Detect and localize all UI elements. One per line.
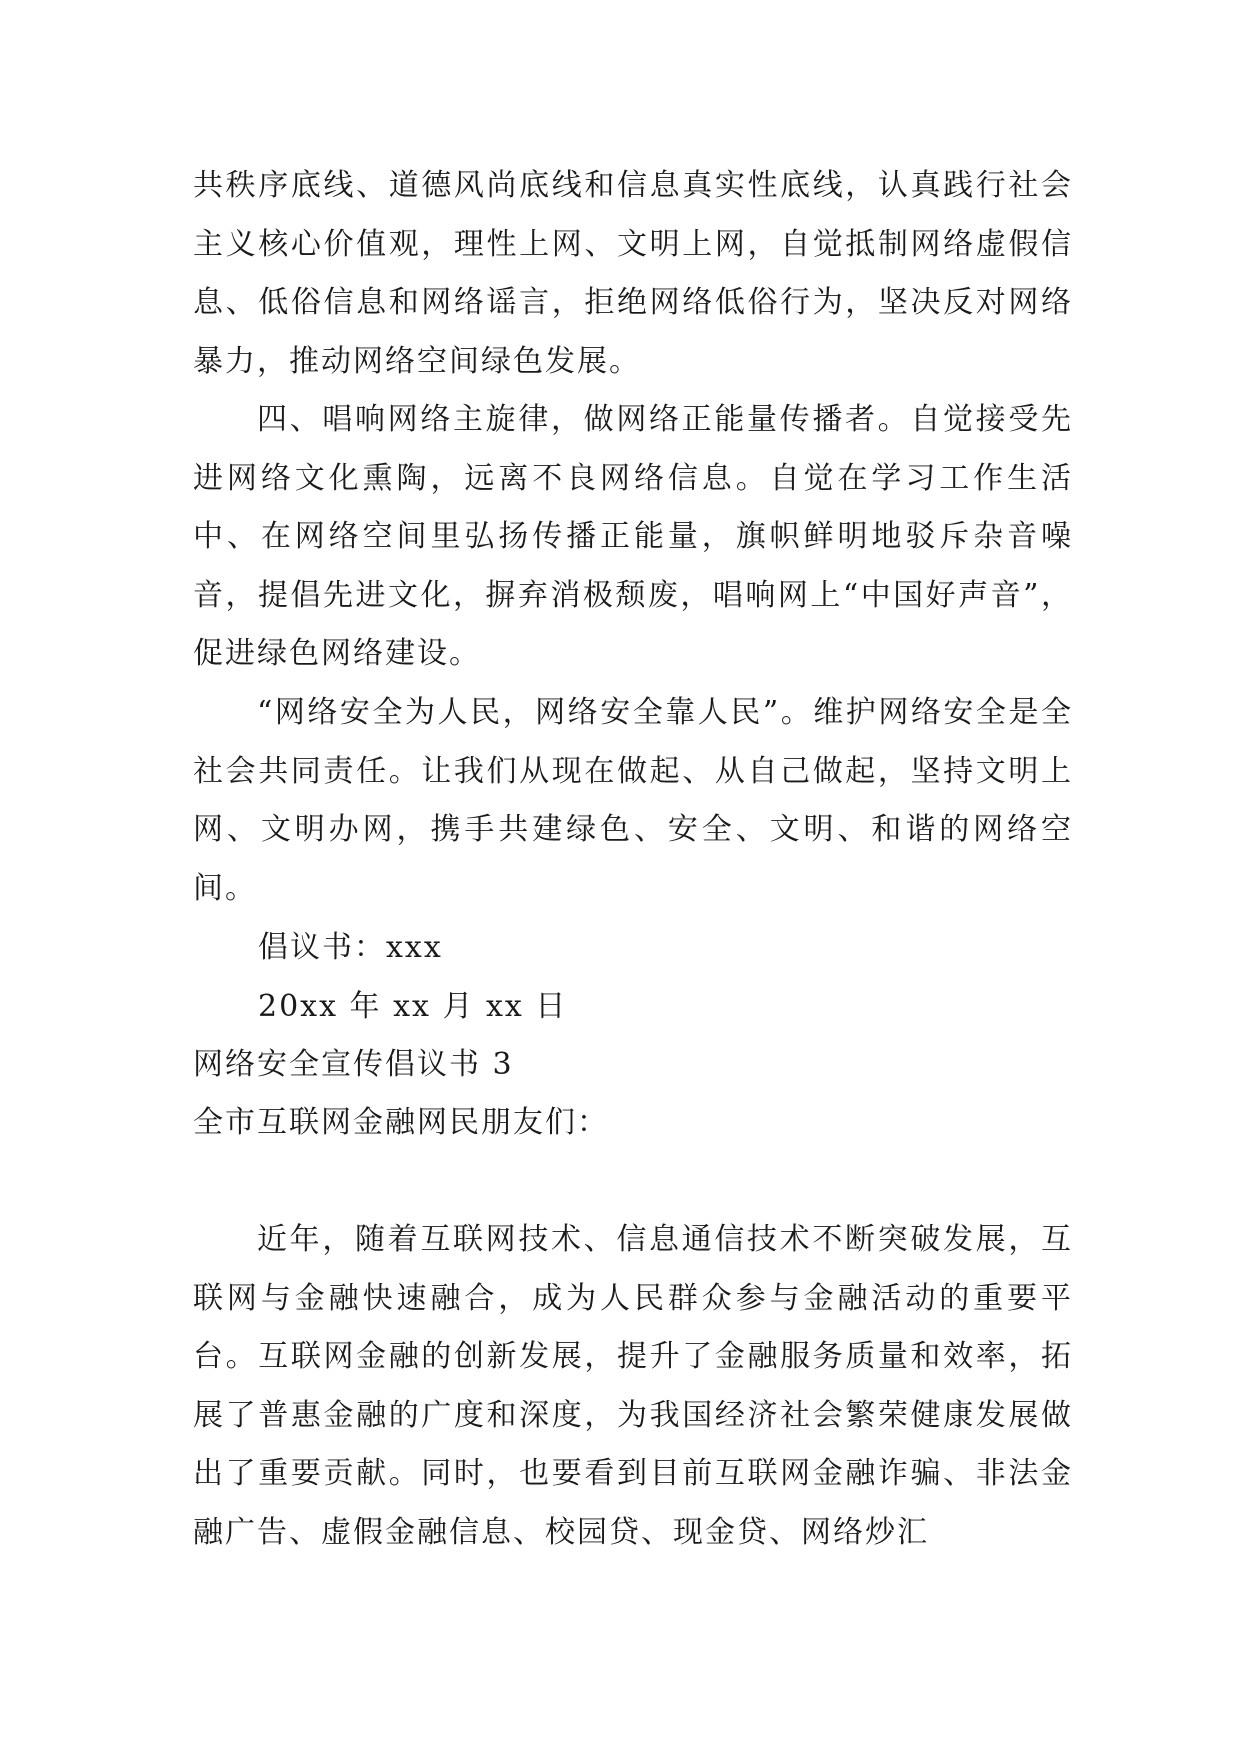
paragraph-text: 共秩序底线、道德风尚底线和信息真实性底线，认真践行社会主义核心价值观，理性上网、文明上网，自觉抵制网络虚假信息、低俗信息和网络谣言，拒绝网络低俗行为，坚决反对网络暴力，推动网络空间绿色发展。	[193, 168, 1073, 379]
paragraph-text: “网络安全为人民，网络安全靠人民”。维护网络安全是全社会共同责任。让我们从现在做起、从自己做起，坚持文明上网、文明办网，携手共建绿色、安全、文明、和谐的网络空间。	[193, 695, 1073, 906]
salutation: 全市互联网金融网民朋友们：	[193, 1105, 609, 1140]
section-title: 网络安全宣传倡议书 3	[193, 1047, 514, 1082]
signer-line: 倡议书：xxx	[258, 930, 443, 965]
paragraph-text: 近年，随着互联网技术、信息通信技术不断突破发展，互联网与金融快速融合，成为人民群众参与金融活动的重要平台。互联网金融的创新发展，提升了金融服务质量和效率，拓展了普惠金融的广度和深度，为我国经济社会繁荣健康发展做出了重要贡献。同时，也要看到目前互联网金融诈骗、非法金融广告、虚假金融信息、校园贷、现金贷、网络炒汇	[193, 1222, 1073, 1550]
paragraph-text: 四、唱响网络主旋律，做网络正能量传播者。自觉接受先进网络文化熏陶，远离不良网络信息。自觉在学习工作生活中、在网络空间里弘扬传播正能量，旗帜鲜明地驳斥杂音噪音，提倡先进文化，摒弃消极颓废，唱响网上“中国好声音”，促进绿色网络建设。	[193, 402, 1073, 671]
date-line: 20xx 年 xx 月 xx 日	[258, 989, 568, 1024]
